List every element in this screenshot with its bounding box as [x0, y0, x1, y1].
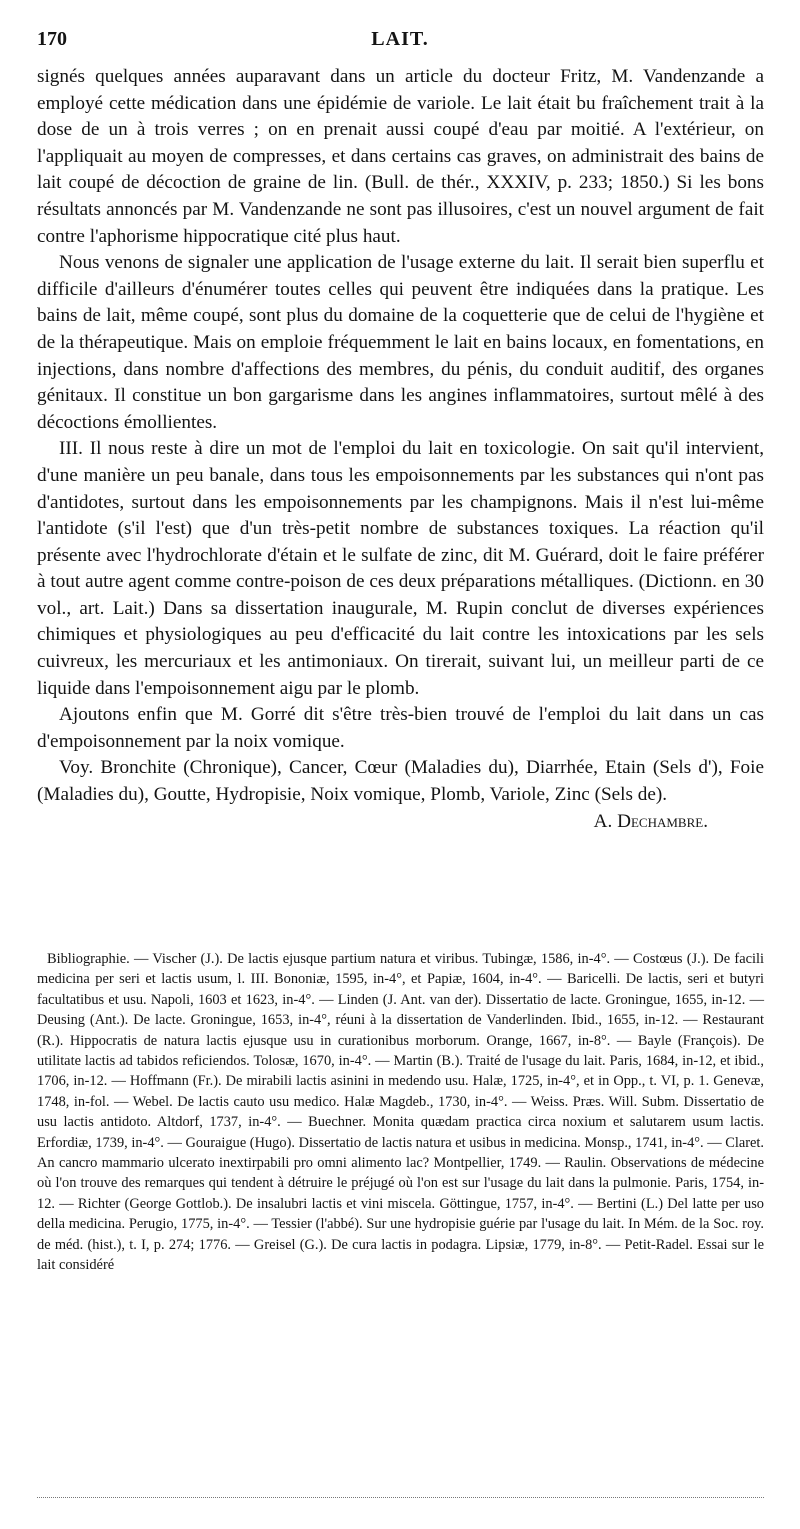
cross-reference-text: Voy. Bronchite (Chronique), Cancer, Cœur (Maladies du), Diarrhée, Etain (Sels d'), Foie (Maladies du), Goutte, Hydropisie, Noix vomique, Plomb, Variole, Zinc (Sels de).: [37, 757, 764, 806]
author-signature: A. Dechambre.: [593, 810, 708, 832]
paragraph-variole: signés quelques années auparavant dans un article du docteur Fritz, M. Vandenzande a employé cette médication dans une épidémie de variole. Le lait était bu fraîchement trait à la dose de un à trois verres ; on en prenait aussi coupé d'eau par moitié. A l'extérieur, on l'appliquait au moyen de compresses, et dans certains cas graves, on administrait des bains de lait coupé de décoction de graine de lin. (Bull. de thér., XXXIV, p. 233; 1850.) Si les bons résultats annoncés par M. Vandenzande ne sont pas illusoires, c'est un nouvel argument de fait contre l'aphorisme hippocratique cité plus haut.: [37, 66, 764, 247]
bibliography-text: Bibliographie. — Vischer (J.). De lactis ejusque partium natura et viribus. Tubingæ, 1586, in-4°. — Costœus (J.). De facili medicina per seri et lactis usum, l. III. Bononiæ, 1595, in-4°, et Papiæ, 1604, in-4°. — Baricelli. De lactis, seri et butyri facultatibus et usu. Napoli, 1603 et 1623, in-4°. — Linden (J. Ant. van der). Dissertatio de lacte. Groningue, 1655, in-12. — Deusing (Ant.). De lacte. Groningue, 1653, in-4°, réuni à la dissertation de Vanderlinden. Ibid., 1655, in-12. — Restaurant (R.). Hippocratis de natura lactis ejusque usu in curationibus morborum. Orange, 1667, in-8°. — Bayle (François). De utilitate lactis ad tabidos reficiendos. Tolosæ, 1670, in-4°. — Martin (B.). Traité de l'usage du lait. Paris, 1684, in-12, et ibid., 1706, in-12. — Hoffmann (Fr.). De mirabili lactis asinini in medendo usu. Halæ, 1725, in-4°, et in Opp., t. VI, p. 1. Genevæ, 1748, in-fol. — Webel. De lactis cauto usu medico. Halæ Magdeb., 1730, in-4°. — Weiss. Præs. Will. Subm. Dissertatio de usu lactis antidoto. Altdorf, 1737, in-4°. — Buechner. Monita quædam practica circa noxium et salutarem usum lactis. Erfordiæ, 1739, in-4°. — Gouraigue (Hugo). Dissertatio de lactis natura et usibus in medicina. Monsp., 1741, in-4°. — Claret. An cancro mammario ulcerato inextirpabili pro omni alimento lac? Montpellier, 1749. — Raulin. Observations de médecine où l'on trouve des remarques qui tendent à détruire le préjugé où l'on est sur l'usage du lait dans la pulmonie. Paris, 1754, in-12. — Richter (George Gottlob.). De insalubri lactis et vini miscela. Göttingue, 1757, in-4°. — Bertini (L.) Del latte per uso della medicina. Perugio, 1775, in-4°. — Tessier (l'abbé). Sur une hydropisie guérie par l'usage du lait. In Mém. de la Soc. roy. de méd. (hist.), t. I, p. 274; 1776. — Greisel (G.). De cura lactis in podagra. Lipsiæ, 1779, in-8°. — Petit-Radel. Essai sur le lait considéré: [37, 951, 764, 1274]
paragraph-noix-vomique: Ajoutons enfin que M. Gorré dit s'être très-bien trouvé de l'emploi du lait dans un cas d'empoisonnement par la noix vomique.: [37, 704, 764, 752]
page-header: [37, 28, 763, 60]
article-body: [37, 64, 764, 835]
paragraph-usage-externe: Nous venons de signaler une application de l'usage externe du lait. Il serait bien superflu et difficile d'ailleurs d'énumérer toutes celles qui peuvent être indiquées dans la pratique. Les bains de lait, même coupé, sont plus du domaine de la coquetterie que de celui de l'hygiène et de la thérapeutique. Mais on emploie fréquemment le lait en bains locaux, en fomentations, en injections, dans nombre d'affections des membres, du pénis, du conduit auditif, des organes génitaux. Il constitue un bon gargarisme dans les angines inflammatoires, surtout mêlé à des décoctions émollientes.: [37, 252, 764, 433]
page-number: 170: [37, 28, 67, 50]
bottom-divider: [37, 1497, 764, 1498]
bibliography: [37, 949, 764, 1276]
paragraph-toxicologie: III. Il nous reste à dire un mot de l'emploi du lait en toxicologie. On sait qu'il intervient, d'une manière un peu banale, dans tous les empoisonnements par les substances qui n'ont pas d'antidotes, surtout dans les empoisonnements par les champignons. Mais il n'est lui-même l'antidote (s'il l'est) que d'un très-petit nombre de substances toxiques. La réaction qu'il présente avec l'hydrochlorate d'étain et le sulfate de zinc, dit M. Guérard, doit le faire préférer à tout autre agent comme contre-poison de ces deux préparations métalliques. (Dictionn. en 30 vol., art. Lait.) Dans sa dissertation inaugurale, M. Rupin conclut de diverses expériences chimiques et physiologiques au peu d'efficacité du lait contre les intoxications par les sels cuivreux, les mercuriaux et les antimoniaux. On tirerait, suivant lui, un meilleur parti de ce liquide dans l'empoisonnement aigu par le plomb.: [37, 438, 764, 699]
signature-row: [37, 809, 764, 836]
cross-reference: [37, 755, 764, 808]
running-title: LAIT.: [371, 28, 429, 50]
